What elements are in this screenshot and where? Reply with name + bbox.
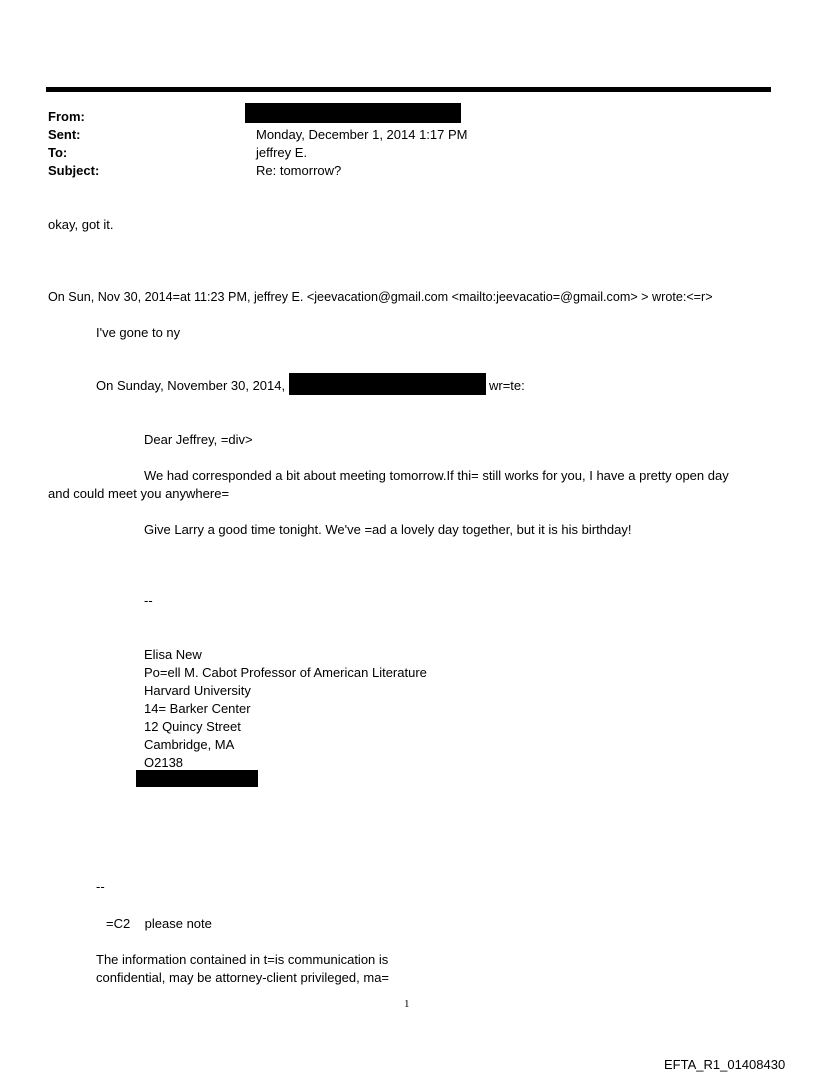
signature-building: 14= Barker Center (144, 701, 251, 716)
redaction-sender (289, 373, 486, 395)
signature-university: Harvard University (144, 683, 251, 698)
redaction-from (245, 103, 461, 123)
from-label: From: (48, 109, 85, 124)
reply-text: okay, got it. (48, 217, 114, 232)
to-label: To: (48, 145, 68, 160)
signature-title: Po=ell M. Cabot Professor of American Literature (144, 665, 427, 680)
confidential-line1: The information contained in t=is communication is (96, 952, 389, 967)
subject-value: Re: tomorrow? (256, 163, 342, 178)
greeting: Dear Jeffrey, =div> (144, 432, 253, 447)
quote1-header: On Sun, Nov 30, 2014=at 11:23 PM, jeffrey E. <jeevacation@gmail.com <mailto:jeevacatio=@gmail.com> > wrote:<=r> (48, 290, 713, 304)
para1-line2: and could meet you anywhere= (48, 486, 230, 501)
quote2-header-prefix: On Sunday, November 30, 2014, (96, 378, 286, 393)
para2: Give Larry a good time tonight. We've =ad a lovely day together, but it is his birthday! (144, 522, 632, 537)
signature-name: Elisa New (144, 647, 202, 662)
sent-value: Monday, December 1, 2014 1:17 PM (256, 127, 468, 142)
signature-zip: O2138 (144, 755, 184, 770)
please-note: =C2 please note (106, 916, 212, 931)
page-number: 1 (404, 998, 410, 1010)
to-value: jeffrey E. (256, 145, 308, 160)
para1-line1: We had corresponded a bit about meeting tomorrow.If thi= still works for you, I have a pretty open day (144, 468, 729, 483)
sent-label: Sent: (48, 127, 81, 142)
quote1-text: I've gone to ny (96, 325, 181, 340)
header-rule (46, 87, 771, 92)
subject-label: Subject: (48, 163, 100, 178)
footer-separator: -- (96, 879, 105, 894)
document-id: EFTA_R1_01408430 (664, 1057, 786, 1072)
redaction-signature (136, 770, 258, 787)
signature-separator: -- (144, 593, 153, 608)
signature-street: 12 Quincy Street (144, 719, 241, 734)
signature-city: Cambridge, MA (144, 737, 235, 752)
confidential-line2: confidential, may be attorney-client privileged, ma= (96, 970, 390, 985)
quote2-header-suffix: wr=te: (489, 378, 525, 393)
